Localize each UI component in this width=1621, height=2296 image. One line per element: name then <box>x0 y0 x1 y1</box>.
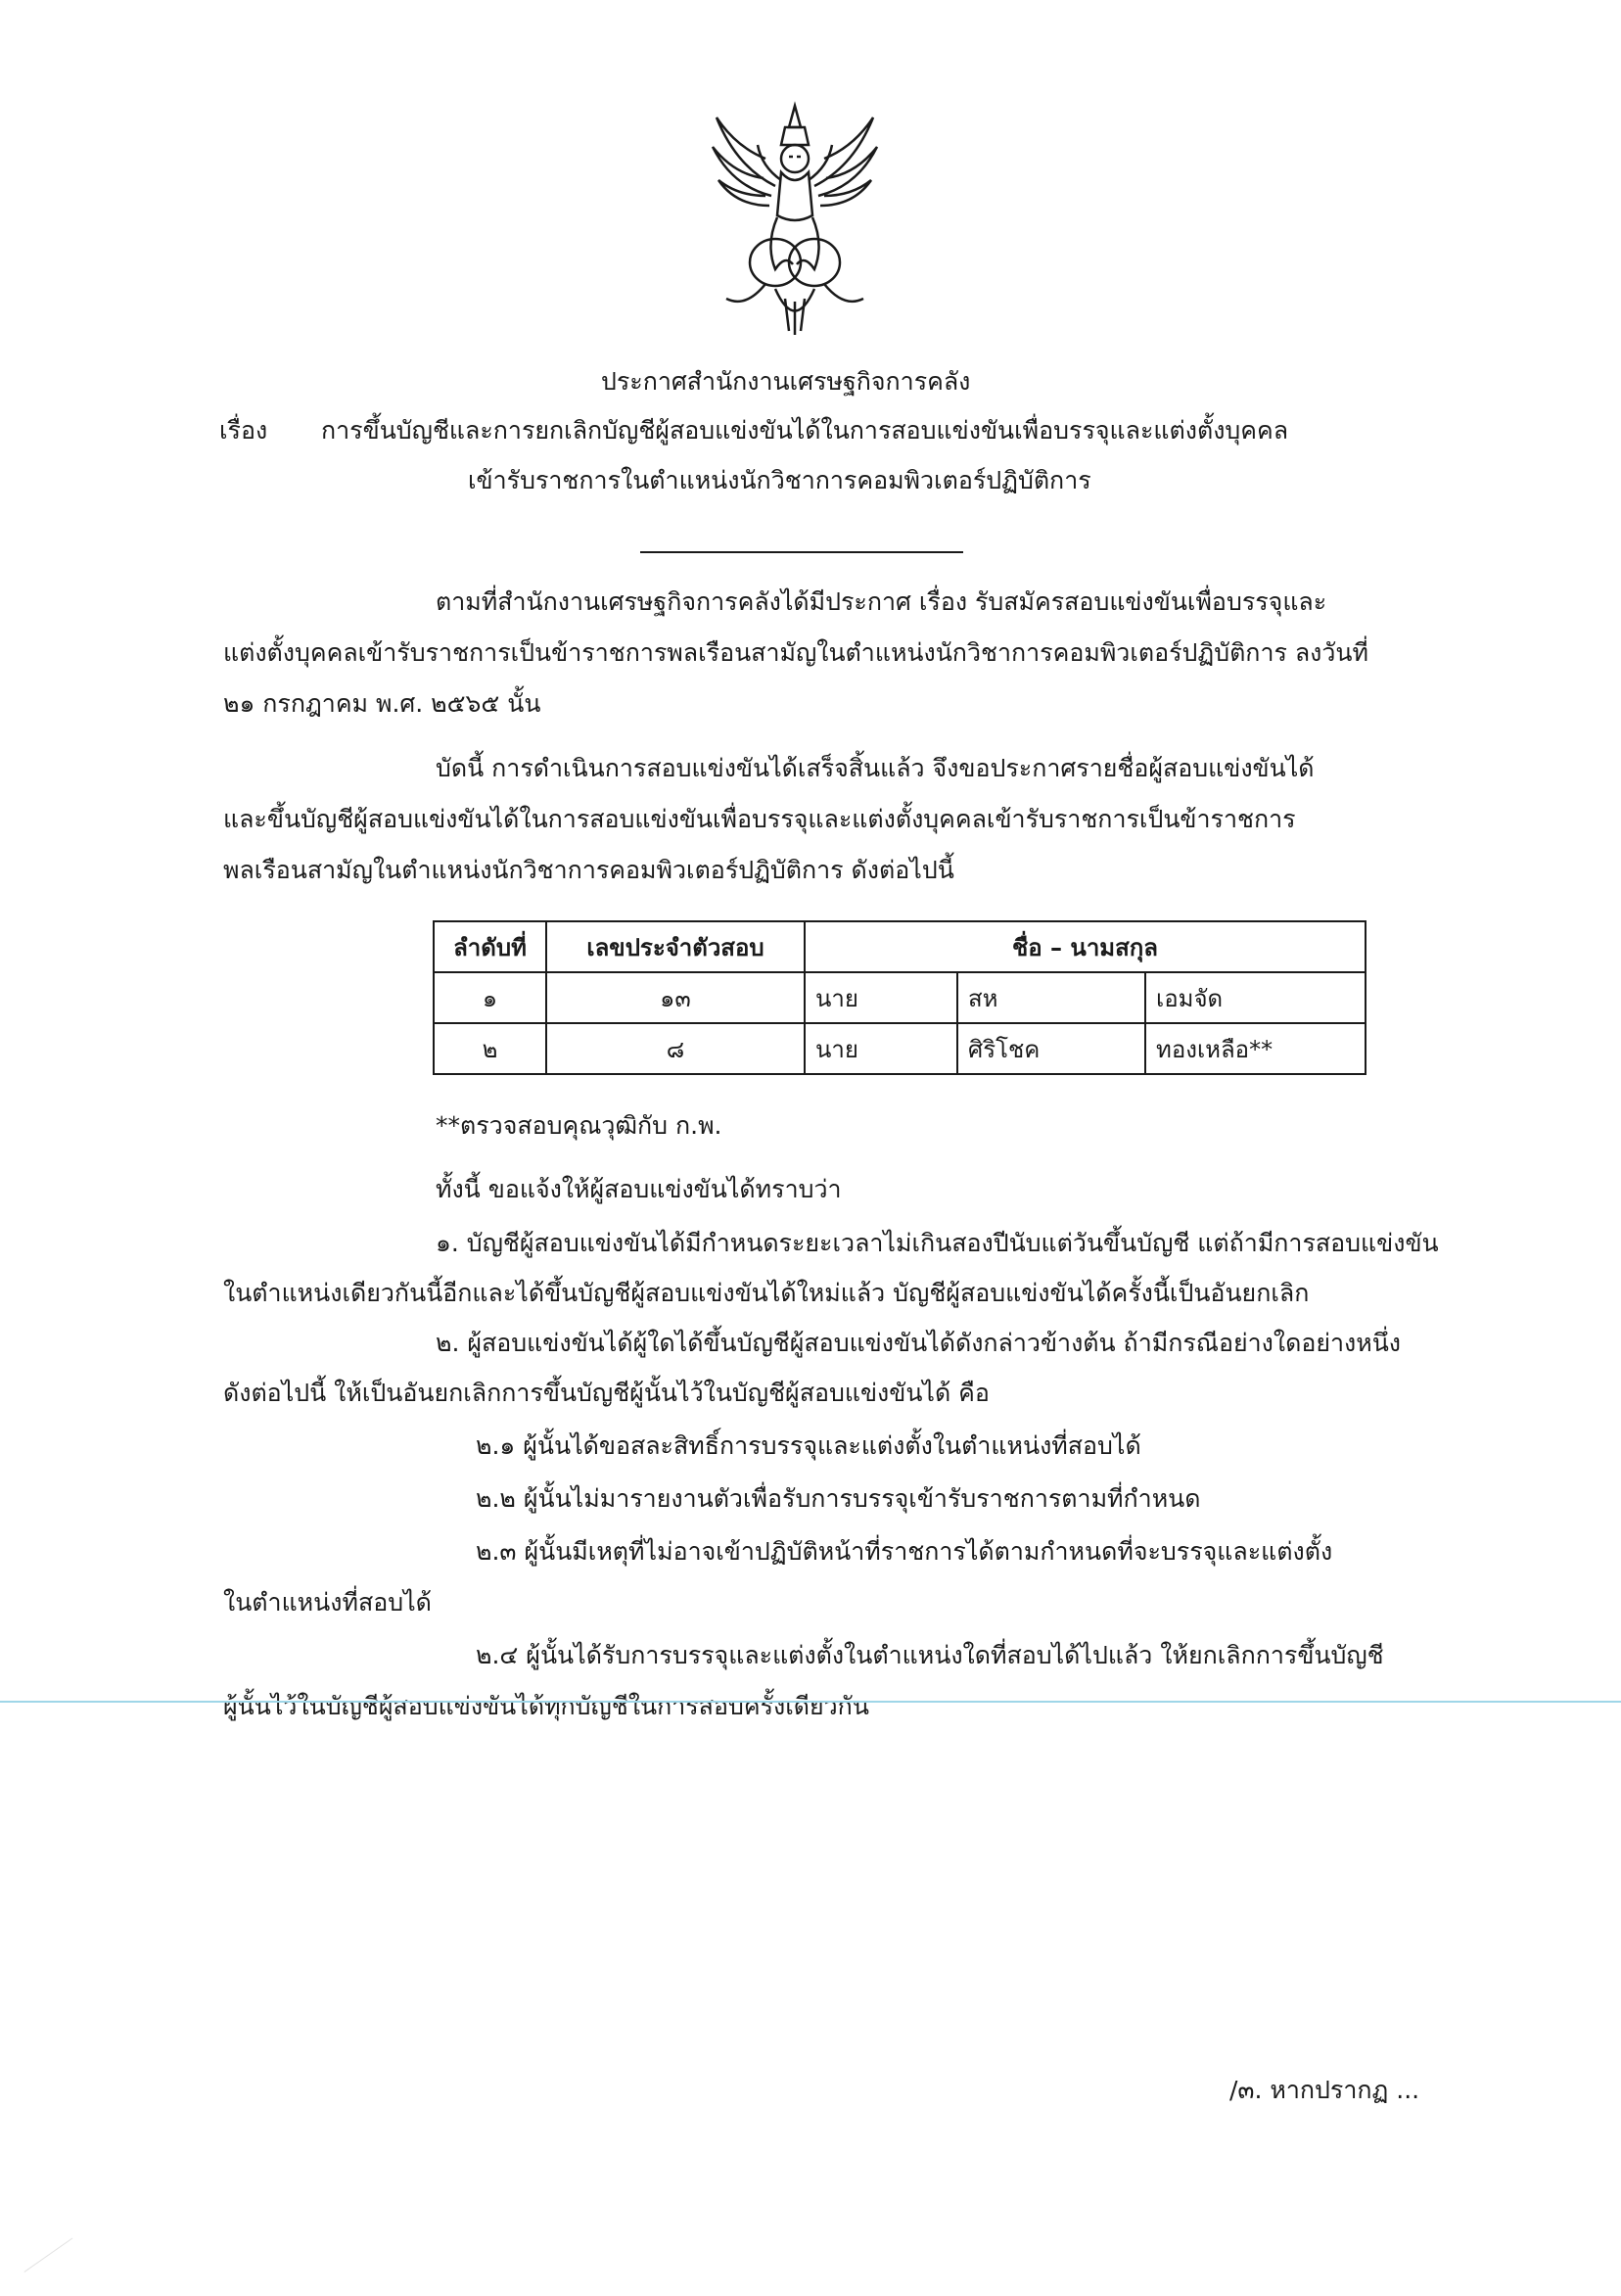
notice-item2-2: ๒.๒ ผู้นั้นไม่มารายงานตัวเพื่อรับการบรรจุเข้ารับราชการตามที่กำหนด <box>476 1484 1201 1513</box>
para2-line3: พลเรือนสามัญในตำแหน่งนักวิชาการคอมพิวเตอร์ปฏิบัติการ ดังต่อไปนี้ <box>223 856 954 884</box>
cell-prefix: นาย <box>805 1023 957 1074</box>
title-divider <box>640 551 963 553</box>
results-table <box>433 920 1366 1075</box>
cell-exam-id: ๑๓ <box>546 972 805 1023</box>
cell-last-name: ทองเหลือ** <box>1145 1023 1366 1074</box>
announcement-title: ประกาศสำนักงานเศรษฐกิจการคลัง <box>601 367 971 396</box>
notice-item2-line2: ดังต่อไปนี้ ให้เป็นอันยกเลิกการขึ้นบัญชีผู้นั้นไว้ในบัญชีผู้สอบแข่งขันได้ คือ <box>223 1379 990 1407</box>
cell-last-name: เอมจัด <box>1145 972 1366 1023</box>
notice-item2-1: ๒.๑ ผู้นั้นได้ขอสละสิทธิ์การบรรจุและแต่งตั้งในตำแหน่งที่สอบได้ <box>476 1431 1141 1460</box>
notice-item2-3-line2: ในตำแหน่งที่สอบได้ <box>223 1588 432 1617</box>
notice-intro: ทั้งนี้ ขอแจ้งให้ผู้สอบแข่งขันได้ทราบว่า <box>436 1175 842 1203</box>
table-footnote: **ตรวจสอบคุณวุฒิกับ ก.พ. <box>436 1111 722 1140</box>
notice-item1-line1: ๑. บัญชีผู้สอบแข่งขันได้มีกำหนดระยะเวลาไม่เกินสองปีนับแต่วันขึ้นบัญชี แต่ถ้ามีการสอบแข่งขัน <box>436 1229 1439 1257</box>
cell-first-name: ศิริโชค <box>957 1023 1145 1074</box>
para1-line1: ตามที่สำนักงานเศรษฐกิจการคลังได้มีประกาศ เรื่อง รับสมัครสอบแข่งขันเพื่อบรรจุและ <box>436 587 1327 616</box>
cell-order: ๑ <box>434 972 546 1023</box>
subject-label: เรื่อง <box>219 416 268 445</box>
notice-item2-4-line1: ๒.๔ ผู้นั้นได้รับการบรรจุและแต่งตั้งในตำแหน่งใดที่สอบได้ไปแล้ว ให้ยกเลิกการขึ้นบัญชี <box>476 1641 1384 1669</box>
scan-corner-mark <box>24 2238 90 2296</box>
subject-line-2: เข้ารับราชการในตำแหน่งนักวิชาการคอมพิวเตอร์ปฏิบัติการ <box>468 466 1091 494</box>
scan-artifact-line <box>0 1701 1621 1703</box>
cell-first-name: สห <box>957 972 1145 1023</box>
notice-item2-4-line2: ผู้นั้นไว้ในบัญชีผู้สอบแข่งขันได้ทุกบัญชีในการสอบครั้งเดียวกัน <box>223 1692 869 1720</box>
notice-item2-3-line1: ๒.๓ ผู้นั้นมีเหตุที่ไม่อาจเข้าปฏิบัติหน้าที่ราชการได้ตามกำหนดที่จะบรรจุและแต่งตั้ง <box>476 1537 1333 1566</box>
notice-item2-line1: ๒. ผู้สอบแข่งขันได้ผู้ใดได้ขึ้นบัญชีผู้สอบแข่งขันได้ดังกล่าวข้างต้น ถ้ามีกรณีอย่างใดอย่างหนึ่ง <box>436 1329 1401 1357</box>
para2-line2: และขึ้นบัญชีผู้สอบแข่งขันได้ในการสอบแข่งขันเพื่อบรรจุและแต่งตั้งบุคคลเข้ารับราชการเป็นข้าราชการ <box>223 805 1296 833</box>
cell-exam-id: ๘ <box>546 1023 805 1074</box>
notice-item1-line2: ในตำแหน่งเดียวกันนี้อีกและได้ขึ้นบัญชีผู้สอบแข่งขันได้ใหม่แล้ว บัญชีผู้สอบแข่งขันได้ครั้งนี้เป็นอันยกเลิก <box>223 1279 1310 1307</box>
header-order: ลำดับที่ <box>434 921 546 972</box>
table-row <box>434 972 1366 1023</box>
table-row <box>434 1023 1366 1074</box>
cell-prefix: นาย <box>805 972 957 1023</box>
para1-line3: ๒๑ กรกฎาคม พ.ศ. ๒๕๖๕ นั้น <box>223 689 541 718</box>
table-header-row <box>434 921 1366 972</box>
garuda-emblem-icon <box>707 98 883 343</box>
para1-line2: แต่งตั้งบุคคลเข้ารับราชการเป็นข้าราชการพลเรือนสามัญในตำแหน่งนักวิชาการคอมพิวเตอร์ปฏิบัติการ ลงวันที่ <box>223 638 1368 667</box>
continuation-marker: /๓. หากปรากฏ ... <box>1229 2076 1420 2104</box>
subject-line-1: การขึ้นบัญชีและการยกเลิกบัญชีผู้สอบแข่งขันได้ในการสอบแข่งขันเพื่อบรรจุและแต่งตั้งบุคคล <box>321 416 1289 445</box>
cell-order: ๒ <box>434 1023 546 1074</box>
header-exam-id: เลขประจำตัวสอบ <box>546 921 805 972</box>
para2-line1: บัดนี้ การดำเนินการสอบแข่งขันได้เสร็จสิ้นแล้ว จึงขอประกาศรายชื่อผู้สอบแข่งขันได้ <box>436 754 1315 782</box>
header-name: ชื่อ – นามสกุล <box>805 921 1366 972</box>
